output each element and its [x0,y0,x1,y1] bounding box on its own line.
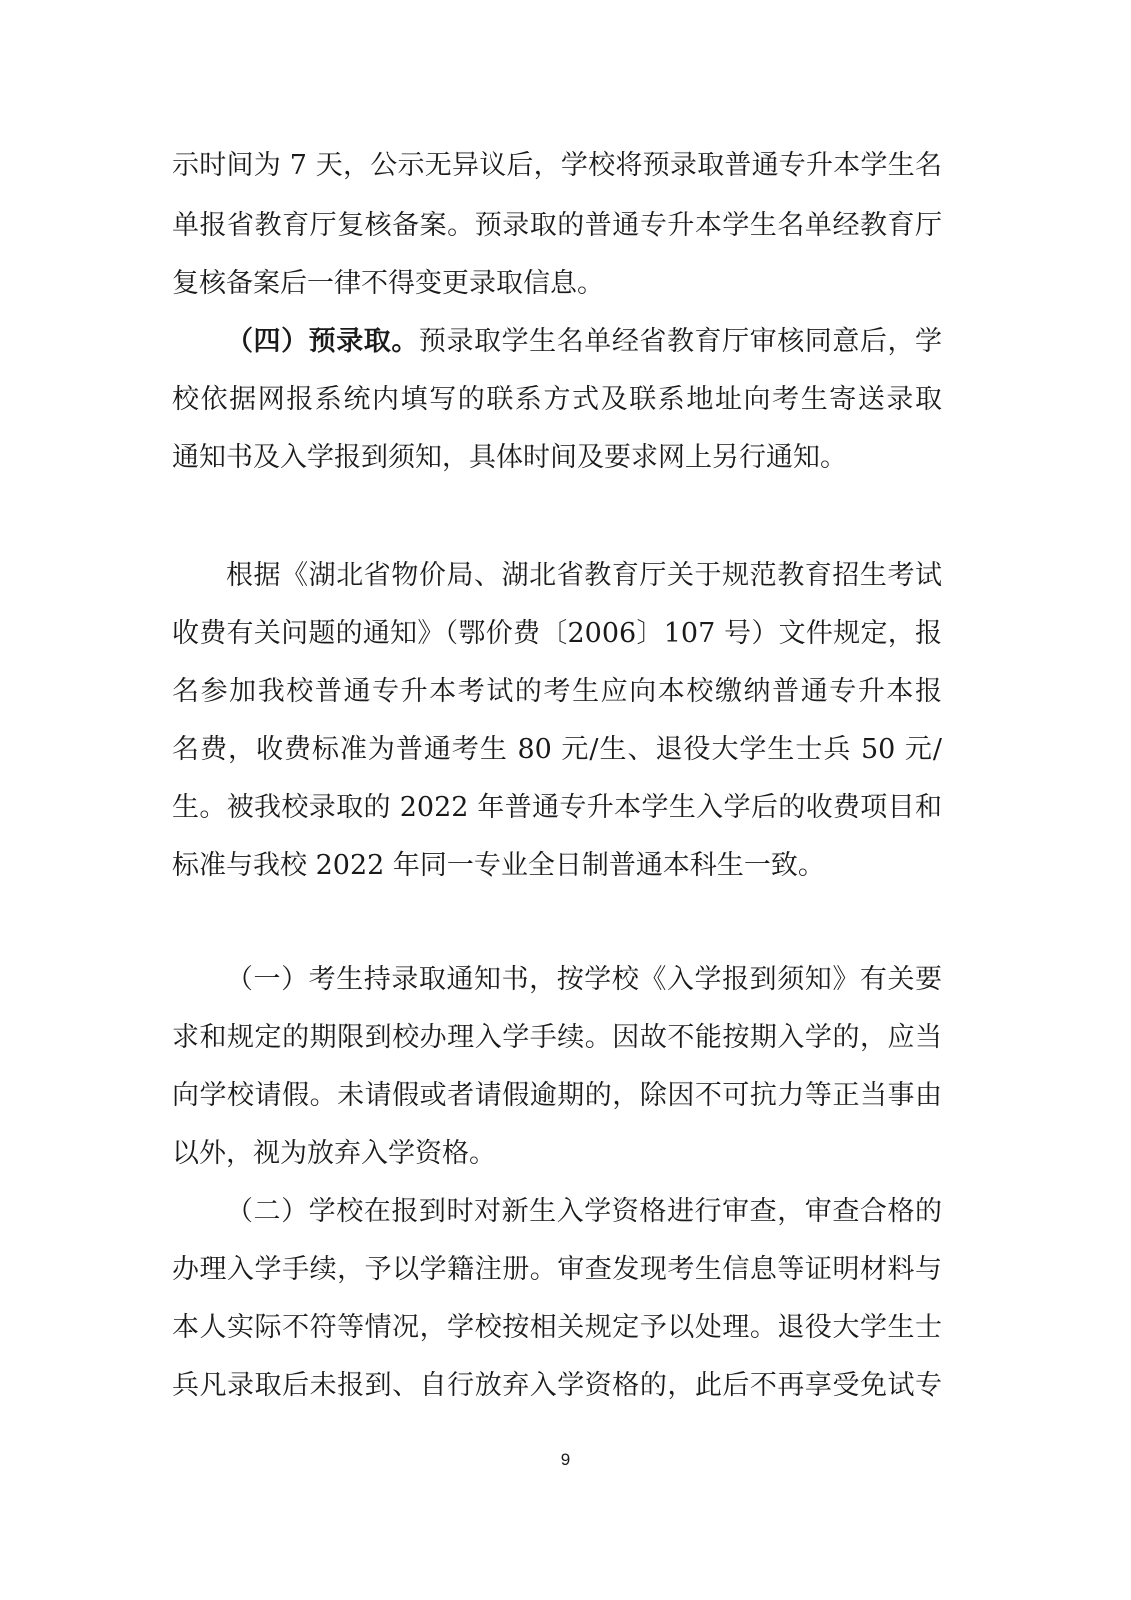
paragraph-line: （二）学校在报到时对新生入学资格进行审查，审查合格的 [226,1196,942,1227]
paragraph-line: 以外，视为放弃入学资格。 [172,1138,496,1169]
paragraph-line: 示时间为 7 天，公示无异议后，学校将预录取普通专升本学生名 [172,150,942,181]
paragraph-line: 根据《湖北省物价局、湖北省教育厅关于规范教育招生考试 [226,560,942,591]
paragraph-line [226,324,942,360]
paragraph-line: 名费，收费标准为普通考生 80 元/生、退役大学生士兵 50 元/ [172,734,942,765]
paragraph-line: 单报省教育厅复核备案。预录取的普通专升本学生名单经教育厅 [172,210,942,241]
paragraph-line: 生。被我校录取的 2022 年普通专升本学生入学后的收费项目和 [172,792,942,823]
paragraph-line: 收费有关问题的通知》（鄂价费〔2006〕107 号）文件规定，报 [172,618,942,649]
paragraph-line: 标准与我校 2022 年同一专业全日制普通本科生一致。 [172,850,825,881]
page-number: 9 [560,1450,571,1469]
paragraph-line: 兵凡录取后未报到、自行放弃入学资格的，此后不再享受免试专 [172,1370,942,1401]
paragraph-text: 预录取学生名单经省教育厅审核同意后，学 [418,326,943,357]
paragraph-line: 校依据网报系统内填写的联系方式及联系地址向考生寄送录取 [172,384,942,415]
paragraph-line: 向学校请假。未请假或者请假逾期的，除因不可抗力等正当事由 [172,1080,942,1111]
paragraph-line: 名参加我校普通专升本考试的考生应向本校缴纳普通专升本报 [172,676,942,707]
paragraph-line: 通知书及入学报到须知，具体时间及要求网上另行通知。 [172,442,847,473]
paragraph-line: （一）考生持录取通知书，按学校《入学报到须知》有关要 [226,964,942,995]
paragraph-line: 复核备案后一律不得变更录取信息。 [172,268,604,299]
paragraph-line: 本人实际不符等情况，学校按相关规定予以处理。退役大学生士 [172,1312,942,1343]
paragraph-lead-bold: （四）预录取。 [226,326,419,357]
paragraph-line: 办理入学手续，予以学籍注册。审查发现考生信息等证明材料与 [172,1254,942,1285]
paragraph-line: 求和规定的期限到校办理入学手续。因故不能按期入学的，应当 [172,1022,942,1053]
